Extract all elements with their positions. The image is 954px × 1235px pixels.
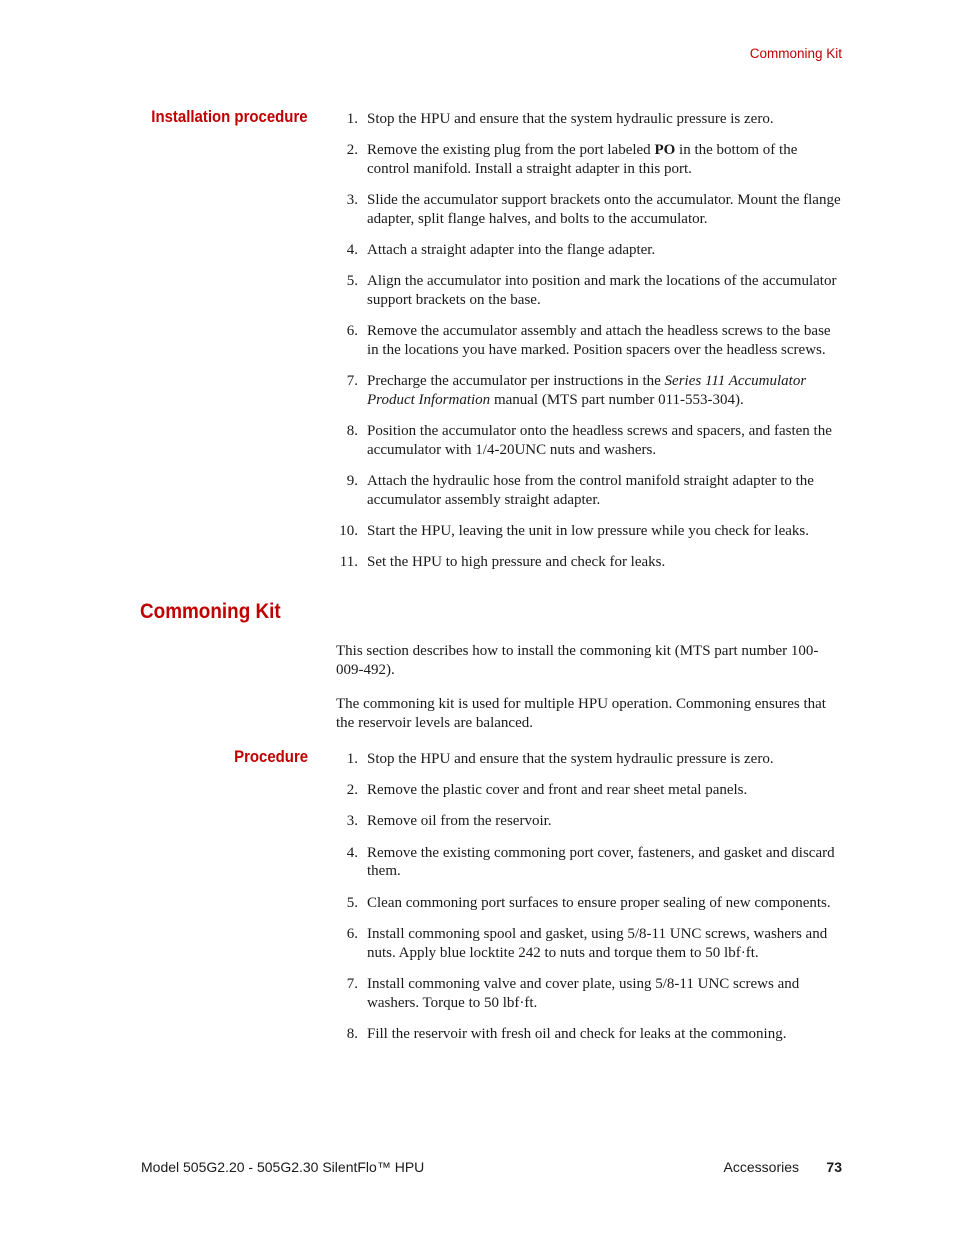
step-number: 5. [346, 894, 358, 911]
list-item [336, 750, 842, 769]
step-text: Stop the HPU and ensure that the system hydraulic pressure is zero. [367, 111, 774, 127]
list-item [336, 191, 842, 229]
step-text: manual (MTS part number 011-553-304). [490, 392, 744, 409]
step-text: Start the HPU, leaving the unit in low pressure while you check for leaks. [367, 523, 809, 540]
list-item [336, 322, 842, 360]
list-item [336, 110, 842, 129]
step-number: 1. [346, 111, 358, 127]
list-item [336, 553, 842, 572]
list-item [336, 422, 842, 460]
step-number: 6. [346, 323, 358, 340]
list-item [336, 975, 842, 1013]
step-number: 4. [346, 844, 358, 861]
commoning-usage-paragraph: The commoning kit is used for multiple HPU operation. Commoning ensures that the reservoir levels are balanced. [336, 696, 826, 731]
step-text: Clean commoning port surfaces to ensure proper sealing of new components. [367, 894, 831, 911]
step-text: Install commoning valve and cover plate, using 5/8-11 UNC screws and washers. Torque to 50 lbf·ft. [367, 975, 800, 1011]
step-text: Remove oil from the reservoir. [367, 813, 552, 830]
list-item [336, 781, 842, 800]
step-number: 9. [346, 473, 358, 490]
step-text: Attach a straight adapter into the flange adapter. [367, 242, 656, 259]
step-text: Remove the accumulator assembly and attach the headless screws to the base in the locations you have marked. Position spacers over the headless screws. [367, 323, 831, 359]
step-text: Align the accumulator into position and mark the locations of the accumulator support brackets on the base. [367, 273, 837, 309]
list-item [336, 241, 842, 260]
step-number: 11. [339, 554, 358, 571]
step-text: Remove the existing plug from the port labeled [367, 142, 655, 159]
step-number: 6. [346, 925, 358, 942]
list-item [336, 272, 842, 310]
step-text: Install commoning spool and gasket, using 5/8-11 UNC screws, washers and nuts. Apply blue locktite 242 to nuts and torque them to 50 lbf·ft. [367, 925, 828, 961]
document-title-text: Series 111 Accumulator Product Information [367, 373, 807, 409]
step-number: 8. [346, 423, 358, 440]
list-item [336, 894, 842, 913]
emphasis-text: PO [654, 142, 676, 159]
commoning-intro-paragraph: This section describes how to install the commoning kit (MTS part number 100-009-492). [336, 643, 819, 678]
list-item [336, 522, 842, 541]
procedure-steps-list [336, 750, 842, 1056]
installation-steps-list [336, 110, 842, 585]
step-number: 7. [346, 975, 358, 992]
step-number: 5. [346, 273, 358, 290]
step-text: Fill the reservoir with fresh oil and check for leaks at the commoning. [367, 1025, 787, 1042]
list-item [336, 472, 842, 510]
step-number: 3. [346, 192, 358, 209]
step-text: Attach the hydraulic hose from the control manifold straight adapter to the accumulator assembly straight adapter. [367, 473, 814, 509]
running-head: Commoning Kit [749, 46, 842, 61]
list-item [336, 925, 842, 963]
step-number: 8. [346, 1025, 358, 1042]
step-text: in the bottom of the control manifold. Install a straight adapter in this port. [367, 142, 798, 177]
step-text: Position the accumulator onto the headless screws and spacers, and fasten the accumulator with 1/4-20UNC nuts and washers. [367, 423, 832, 459]
procedure-heading: Procedure [233, 747, 308, 766]
step-text: Slide the accumulator support brackets onto the accumulator. Mount the flange adapter, split flange halves, and bolts to the accumulator. [367, 192, 841, 227]
step-number: 2. [346, 142, 358, 159]
footer-model: Model 505G2.20 - 505G2.30 SilentFlo™ HPU [141, 1159, 425, 1175]
step-text: Stop the HPU and ensure that the system hydraulic pressure is zero. [367, 751, 774, 767]
installation-procedure-heading: Installation procedure [151, 107, 308, 126]
step-number: 1. [346, 751, 358, 767]
page-number: 73 [826, 1159, 842, 1175]
commoning-kit-heading: Commoning Kit [140, 600, 281, 623]
list-item [336, 844, 842, 882]
list-item [336, 1025, 842, 1044]
list-item [336, 372, 842, 410]
step-number: 3. [346, 813, 358, 830]
step-text: Remove the existing commoning port cover, fasteners, and gasket and discard them. [367, 844, 835, 880]
list-item [336, 141, 842, 179]
list-item [336, 812, 842, 831]
step-number: 2. [346, 782, 358, 799]
step-text: Precharge the accumulator per instructions in the [367, 373, 665, 390]
step-text: Remove the plastic cover and front and rear sheet metal panels. [367, 782, 748, 799]
step-text: Set the HPU to high pressure and check for leaks. [367, 554, 666, 571]
step-number: 7. [346, 373, 358, 390]
step-number: 10. [339, 523, 358, 540]
footer-section: Accessories [723, 1159, 799, 1175]
step-number: 4. [346, 242, 358, 259]
